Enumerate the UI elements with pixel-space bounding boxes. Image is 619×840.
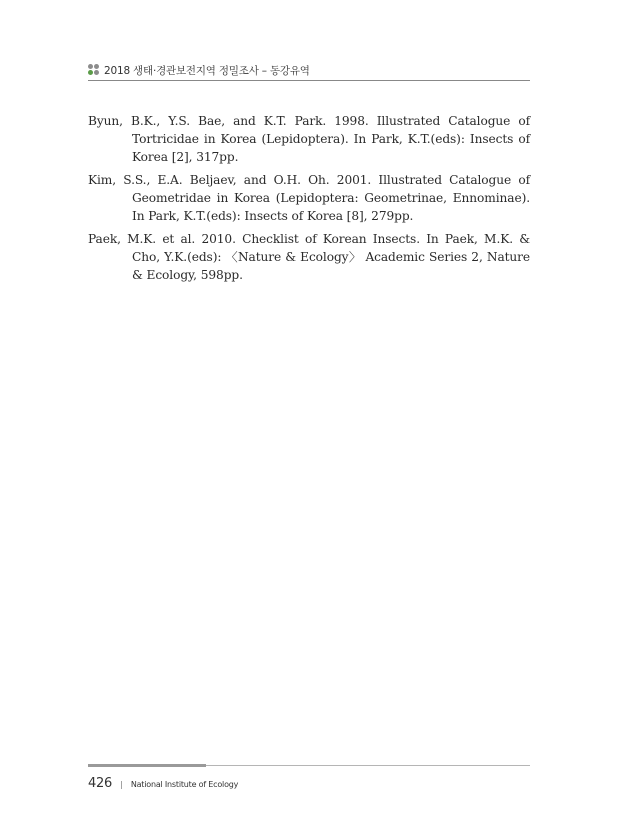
dot (94, 64, 99, 69)
header-rule (88, 80, 530, 81)
footer-rule (206, 765, 530, 766)
reference-item: Kim, S.S., E.A. Beljaev, and O.H. Oh. 2001. Illustrated Catalogue of Geometridae in Korea (Lepidoptera: Geometrinae, Ennominae). In Park, K.T.(eds): Insects of Korea [8], 279pp. (88, 173, 530, 223)
footer-rule-accent (88, 764, 206, 767)
reference-list (88, 112, 530, 289)
reference-item: Byun, B.K., Y.S. Bae, and K.T. Park. 1998. Illustrated Catalogue of Tortricidae in Korea (Lepidoptera). In Park, K.T.(eds): Insects of Korea [2], 317pp. (88, 114, 530, 164)
four-dot-icon (88, 64, 100, 76)
dot (94, 70, 99, 75)
institution-name: National Institute of Ecology (130, 780, 239, 789)
reference-item: Paek, M.K. et al. 2010. Checklist of Korean Insects. In Paek, M.K. & Cho, Y.K.(eds): 〈Nature & Ecology〉 Academic Series 2, Nature & Ecology, 598pp. (88, 232, 530, 282)
dot (88, 70, 93, 75)
running-header (88, 63, 530, 79)
page-footer (88, 772, 238, 791)
page-number: 426 (88, 776, 112, 791)
footer-separator: | (120, 780, 123, 789)
header-title: 2018 생태·경관보전지역 정밀조사 – 동강유역 (104, 65, 310, 77)
dot (88, 64, 93, 69)
